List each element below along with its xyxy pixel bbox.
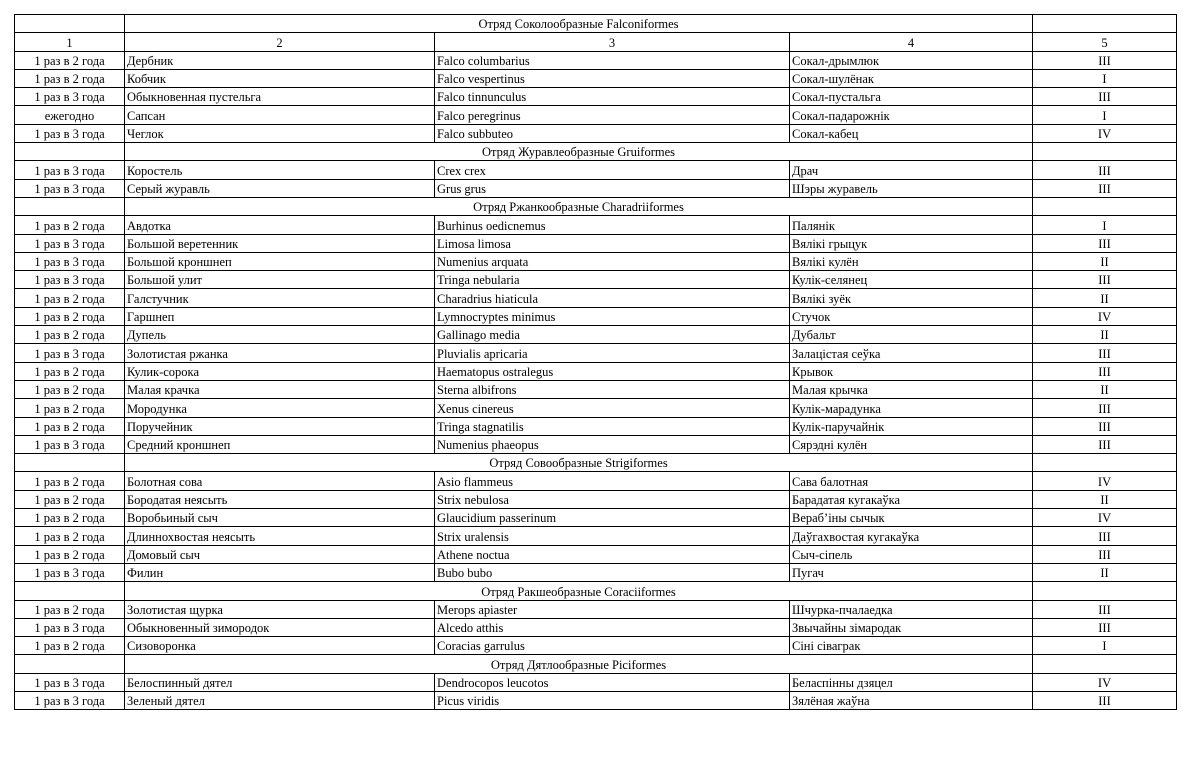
category-cell: III — [1033, 161, 1177, 179]
latin-name-cell: Falco peregrinus — [435, 106, 790, 124]
table-row — [15, 179, 1177, 197]
latin-name-cell: Haematopus ostralegus — [435, 362, 790, 380]
order-header-row — [15, 582, 1177, 600]
belarusian-name-cell: Звычайны зімародак — [790, 618, 1033, 636]
belarusian-name-cell: Сокал-дрымлюк — [790, 51, 1033, 69]
category-cell: I — [1033, 106, 1177, 124]
latin-name-cell: Merops apiaster — [435, 600, 790, 618]
russian-name-cell: Дербник — [125, 51, 435, 69]
latin-name-cell: Sterna albifrons — [435, 380, 790, 398]
frequency-cell: 1 раз в 2 года — [15, 380, 125, 398]
frequency-cell: 1 раз в 3 года — [15, 691, 125, 709]
table-row — [15, 106, 1177, 124]
frequency-cell: 1 раз в 3 года — [15, 271, 125, 289]
order-title: Отряд Совообразные Strigiformes — [125, 454, 1033, 472]
belarusian-name-cell: Вераб’іны сычык — [790, 509, 1033, 527]
russian-name-cell: Дупель — [125, 326, 435, 344]
column-number: 3 — [435, 33, 790, 51]
table-row — [15, 51, 1177, 69]
frequency-cell: 1 раз в 3 года — [15, 234, 125, 252]
category-cell: IV — [1033, 307, 1177, 325]
category-cell: III — [1033, 417, 1177, 435]
russian-name-cell: Большой веретенник — [125, 234, 435, 252]
latin-name-cell: Falco columbarius — [435, 51, 790, 69]
frequency-cell: 1 раз в 2 года — [15, 362, 125, 380]
russian-name-cell: Средний кроншнеп — [125, 435, 435, 453]
order-title: Отряд Дятлообразные Piciformes — [125, 655, 1033, 673]
belarusian-name-cell: Шэры журавель — [790, 179, 1033, 197]
category-cell: II — [1033, 326, 1177, 344]
order-blank-cell — [15, 582, 125, 600]
order-blank-cell — [15, 143, 125, 161]
table-row — [15, 88, 1177, 106]
species-table-body — [15, 15, 1177, 710]
belarusian-name-cell: Вялікі зуёк — [790, 289, 1033, 307]
belarusian-name-cell: Сокал-падарожнік — [790, 106, 1033, 124]
latin-name-cell: Picus viridis — [435, 691, 790, 709]
table-row — [15, 509, 1177, 527]
belarusian-name-cell: Сыч-сіпель — [790, 545, 1033, 563]
belarusian-name-cell: Сокал-пустальга — [790, 88, 1033, 106]
order-blank-cell — [1033, 454, 1177, 472]
category-cell: III — [1033, 545, 1177, 563]
category-cell: III — [1033, 618, 1177, 636]
frequency-cell: 1 раз в 2 года — [15, 216, 125, 234]
table-row — [15, 618, 1177, 636]
category-cell: II — [1033, 380, 1177, 398]
latin-name-cell: Numenius arquata — [435, 252, 790, 270]
order-blank-cell — [1033, 582, 1177, 600]
latin-name-cell: Strix uralensis — [435, 527, 790, 545]
category-cell: III — [1033, 234, 1177, 252]
table-row — [15, 271, 1177, 289]
latin-name-cell: Grus grus — [435, 179, 790, 197]
russian-name-cell: Большой улит — [125, 271, 435, 289]
category-cell: II — [1033, 289, 1177, 307]
species-table — [14, 14, 1177, 710]
order-header-row — [15, 655, 1177, 673]
russian-name-cell: Поручейник — [125, 417, 435, 435]
frequency-cell: 1 раз в 3 года — [15, 88, 125, 106]
order-header-row — [15, 15, 1177, 33]
table-row — [15, 691, 1177, 709]
table-row — [15, 637, 1177, 655]
column-number: 1 — [15, 33, 125, 51]
latin-name-cell: Xenus cinereus — [435, 399, 790, 417]
latin-name-cell: Tringa stagnatilis — [435, 417, 790, 435]
frequency-cell: 1 раз в 2 года — [15, 69, 125, 87]
order-blank-cell — [15, 454, 125, 472]
frequency-cell: 1 раз в 3 года — [15, 563, 125, 581]
category-cell: III — [1033, 344, 1177, 362]
order-blank-cell — [15, 15, 125, 33]
category-cell: III — [1033, 399, 1177, 417]
latin-name-cell: Tringa nebularia — [435, 271, 790, 289]
table-row — [15, 344, 1177, 362]
category-cell: III — [1033, 179, 1177, 197]
russian-name-cell: Воробьиный сыч — [125, 509, 435, 527]
order-title: Отряд Ракшеобразные Coraciiformes — [125, 582, 1033, 600]
russian-name-cell: Болотная сова — [125, 472, 435, 490]
belarusian-name-cell: Палянік — [790, 216, 1033, 234]
order-title: Отряд Ржанкообразные Charadriiformes — [125, 197, 1033, 215]
russian-name-cell: Золотистая ржанка — [125, 344, 435, 362]
belarusian-name-cell: Вялікі грыцук — [790, 234, 1033, 252]
column-number-row — [15, 33, 1177, 51]
latin-name-cell: Pluvialis apricaria — [435, 344, 790, 362]
frequency-cell: 1 раз в 2 года — [15, 600, 125, 618]
frequency-cell: 1 раз в 2 года — [15, 545, 125, 563]
belarusian-name-cell: Дубальт — [790, 326, 1033, 344]
belarusian-name-cell: Сярэдні кулён — [790, 435, 1033, 453]
table-row — [15, 216, 1177, 234]
frequency-cell: 1 раз в 3 года — [15, 673, 125, 691]
russian-name-cell: Сизоворонка — [125, 637, 435, 655]
frequency-cell: 1 раз в 3 года — [15, 435, 125, 453]
table-row — [15, 527, 1177, 545]
frequency-cell: 1 раз в 3 года — [15, 179, 125, 197]
frequency-cell: 1 раз в 2 года — [15, 289, 125, 307]
russian-name-cell: Большой кроншнеп — [125, 252, 435, 270]
belarusian-name-cell: Драч — [790, 161, 1033, 179]
category-cell: IV — [1033, 124, 1177, 142]
table-row — [15, 472, 1177, 490]
belarusian-name-cell: Сава балотная — [790, 472, 1033, 490]
latin-name-cell: Crex crex — [435, 161, 790, 179]
latin-name-cell: Coracias garrulus — [435, 637, 790, 655]
table-row — [15, 252, 1177, 270]
table-row — [15, 307, 1177, 325]
column-number: 4 — [790, 33, 1033, 51]
belarusian-name-cell: Сокал-шулёнак — [790, 69, 1033, 87]
russian-name-cell: Белоспинный дятел — [125, 673, 435, 691]
order-blank-cell — [1033, 143, 1177, 161]
category-cell: II — [1033, 252, 1177, 270]
latin-name-cell: Bubo bubo — [435, 563, 790, 581]
latin-name-cell: Charadrius hiaticula — [435, 289, 790, 307]
frequency-cell: 1 раз в 2 года — [15, 326, 125, 344]
latin-name-cell: Glaucidium passerinum — [435, 509, 790, 527]
order-title: Отряд Соколообразные Falconiformes — [125, 15, 1033, 33]
frequency-cell: 1 раз в 2 года — [15, 637, 125, 655]
latin-name-cell: Dendrocopos leucotos — [435, 673, 790, 691]
table-row — [15, 69, 1177, 87]
frequency-cell: ежегодно — [15, 106, 125, 124]
belarusian-name-cell: Кулік-селянец — [790, 271, 1033, 289]
table-row — [15, 362, 1177, 380]
category-cell: II — [1033, 490, 1177, 508]
frequency-cell: 1 раз в 2 года — [15, 417, 125, 435]
frequency-cell: 1 раз в 3 года — [15, 252, 125, 270]
order-header-row — [15, 197, 1177, 215]
category-cell: III — [1033, 527, 1177, 545]
frequency-cell: 1 раз в 2 года — [15, 51, 125, 69]
latin-name-cell: Falco tinnunculus — [435, 88, 790, 106]
russian-name-cell: Кулик-сорока — [125, 362, 435, 380]
russian-name-cell: Малая крачка — [125, 380, 435, 398]
category-cell: I — [1033, 216, 1177, 234]
latin-name-cell: Limosa limosa — [435, 234, 790, 252]
category-cell: II — [1033, 563, 1177, 581]
category-cell: III — [1033, 600, 1177, 618]
belarusian-name-cell: Даўгахвостая кугакаўка — [790, 527, 1033, 545]
latin-name-cell: Burhinus oedicnemus — [435, 216, 790, 234]
order-blank-cell — [15, 197, 125, 215]
table-row — [15, 234, 1177, 252]
order-blank-cell — [1033, 655, 1177, 673]
russian-name-cell: Авдотка — [125, 216, 435, 234]
russian-name-cell: Золотистая щурка — [125, 600, 435, 618]
category-cell: I — [1033, 69, 1177, 87]
latin-name-cell: Asio flammeus — [435, 472, 790, 490]
belarusian-name-cell: Стучок — [790, 307, 1033, 325]
frequency-cell: 1 раз в 3 года — [15, 344, 125, 362]
belarusian-name-cell: Барадатая кугакаўка — [790, 490, 1033, 508]
russian-name-cell: Кобчик — [125, 69, 435, 87]
russian-name-cell: Серый журавль — [125, 179, 435, 197]
belarusian-name-cell: Сокал-кабец — [790, 124, 1033, 142]
frequency-cell: 1 раз в 2 года — [15, 509, 125, 527]
table-row — [15, 124, 1177, 142]
table-row — [15, 673, 1177, 691]
frequency-cell: 1 раз в 2 года — [15, 472, 125, 490]
belarusian-name-cell: Зялёная жаўна — [790, 691, 1033, 709]
russian-name-cell: Обыкновенная пустельга — [125, 88, 435, 106]
frequency-cell: 1 раз в 2 года — [15, 527, 125, 545]
order-blank-cell — [1033, 15, 1177, 33]
category-cell: IV — [1033, 673, 1177, 691]
table-row — [15, 399, 1177, 417]
russian-name-cell: Чеглок — [125, 124, 435, 142]
category-cell: I — [1033, 637, 1177, 655]
latin-name-cell: Gallinago media — [435, 326, 790, 344]
category-cell: IV — [1033, 509, 1177, 527]
russian-name-cell: Длиннохвостая неясыть — [125, 527, 435, 545]
latin-name-cell: Numenius phaeopus — [435, 435, 790, 453]
frequency-cell: 1 раз в 2 года — [15, 490, 125, 508]
table-row — [15, 600, 1177, 618]
latin-name-cell: Falco subbuteo — [435, 124, 790, 142]
frequency-cell: 1 раз в 3 года — [15, 161, 125, 179]
belarusian-name-cell: Шчурка-пчалаедка — [790, 600, 1033, 618]
russian-name-cell: Коростель — [125, 161, 435, 179]
belarusian-name-cell: Беласпінны дзяцел — [790, 673, 1033, 691]
table-row — [15, 380, 1177, 398]
russian-name-cell: Зеленый дятел — [125, 691, 435, 709]
belarusian-name-cell: Кулік-марадунка — [790, 399, 1033, 417]
latin-name-cell: Athene noctua — [435, 545, 790, 563]
frequency-cell: 1 раз в 2 года — [15, 307, 125, 325]
order-title: Отряд Журавлеобразные Gruiformes — [125, 143, 1033, 161]
belarusian-name-cell: Залацістая сеўка — [790, 344, 1033, 362]
russian-name-cell: Домовый сыч — [125, 545, 435, 563]
table-row — [15, 563, 1177, 581]
category-cell: III — [1033, 362, 1177, 380]
category-cell: III — [1033, 88, 1177, 106]
frequency-cell: 1 раз в 2 года — [15, 399, 125, 417]
table-row — [15, 326, 1177, 344]
frequency-cell: 1 раз в 3 года — [15, 618, 125, 636]
russian-name-cell: Сапсан — [125, 106, 435, 124]
belarusian-name-cell: Крывок — [790, 362, 1033, 380]
table-row — [15, 545, 1177, 563]
order-blank-cell — [1033, 197, 1177, 215]
order-header-row — [15, 143, 1177, 161]
order-header-row — [15, 454, 1177, 472]
belarusian-name-cell: Кулік-паручайнік — [790, 417, 1033, 435]
table-row — [15, 289, 1177, 307]
category-cell: III — [1033, 271, 1177, 289]
russian-name-cell: Бородатая неясыть — [125, 490, 435, 508]
column-number: 5 — [1033, 33, 1177, 51]
frequency-cell: 1 раз в 3 года — [15, 124, 125, 142]
table-row — [15, 417, 1177, 435]
belarusian-name-cell: Вялікі кулён — [790, 252, 1033, 270]
latin-name-cell: Falco vespertinus — [435, 69, 790, 87]
russian-name-cell: Галстучник — [125, 289, 435, 307]
table-row — [15, 161, 1177, 179]
belarusian-name-cell: Малая крычка — [790, 380, 1033, 398]
russian-name-cell: Обыкновенный зимородок — [125, 618, 435, 636]
latin-name-cell: Alcedo atthis — [435, 618, 790, 636]
table-row — [15, 435, 1177, 453]
category-cell: IV — [1033, 472, 1177, 490]
category-cell: III — [1033, 691, 1177, 709]
table-row — [15, 490, 1177, 508]
russian-name-cell: Филин — [125, 563, 435, 581]
belarusian-name-cell: Пугач — [790, 563, 1033, 581]
russian-name-cell: Гаршнеп — [125, 307, 435, 325]
latin-name-cell: Lymnocryptes minimus — [435, 307, 790, 325]
belarusian-name-cell: Сіні сіваграк — [790, 637, 1033, 655]
russian-name-cell: Мородунка — [125, 399, 435, 417]
latin-name-cell: Strix nebulosa — [435, 490, 790, 508]
category-cell: III — [1033, 435, 1177, 453]
order-blank-cell — [15, 655, 125, 673]
column-number: 2 — [125, 33, 435, 51]
category-cell: III — [1033, 51, 1177, 69]
